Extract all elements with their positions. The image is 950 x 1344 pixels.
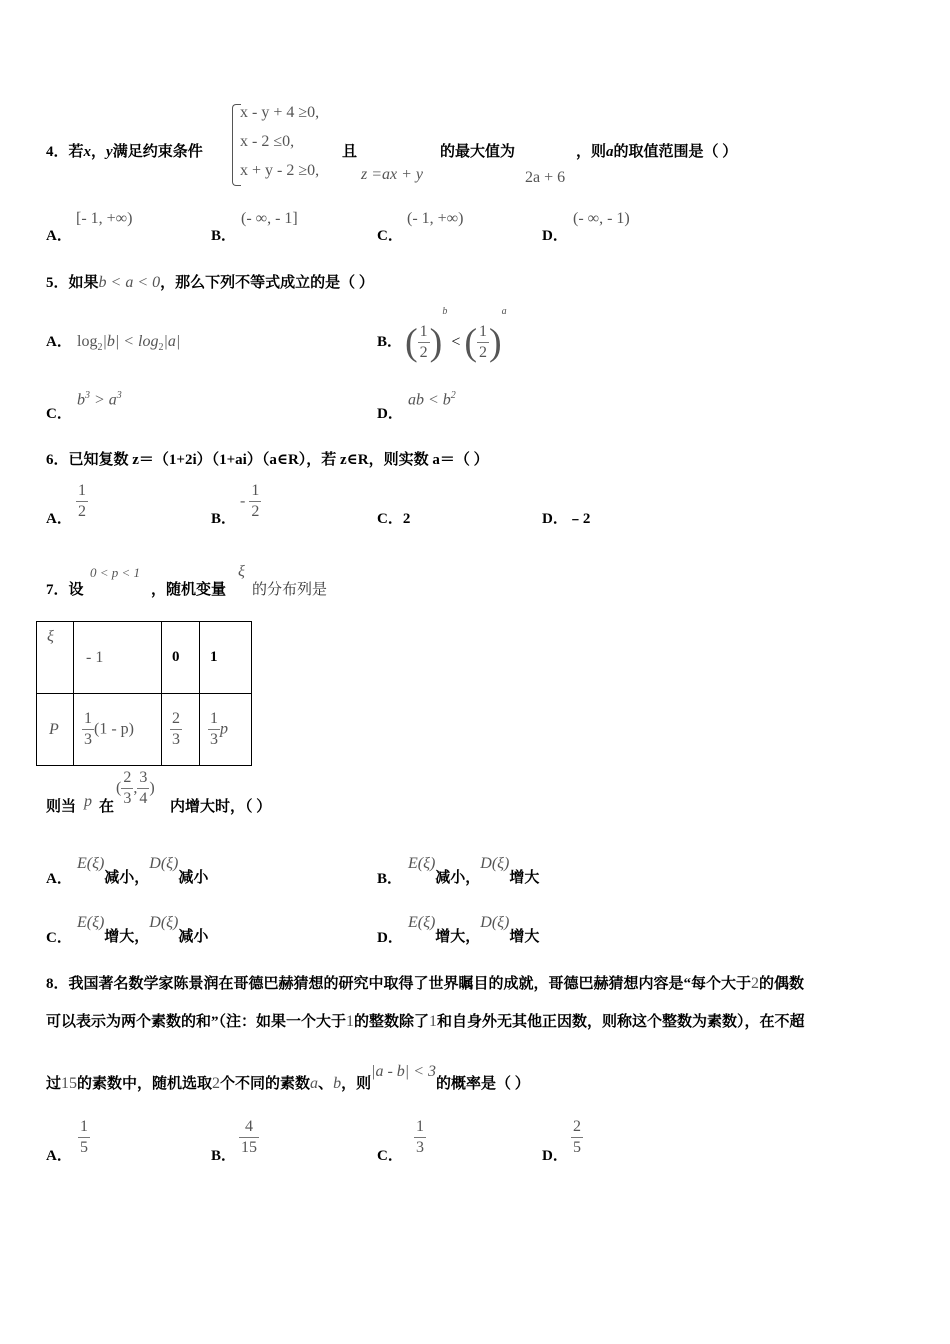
q5-option-a-text[interactable] (77, 333, 180, 353)
q6-d-text: ﹣2 (567, 511, 591, 527)
q6-b-n: 1 (249, 481, 261, 502)
q5-b-d1: 2 (419, 343, 428, 361)
q5-d-exp: 2 (450, 390, 456, 401)
q8-d-n: 2 (571, 1117, 583, 1138)
q7-p0: P (49, 720, 59, 738)
q6-b-sign: - (240, 492, 250, 510)
q6-option-a-frac[interactable] (76, 481, 88, 522)
q7-condition: 0 < p < 1 (90, 565, 141, 580)
q7-option-d-label[interactable]: D． (377, 930, 403, 946)
q5-b-frac2 (477, 322, 489, 363)
q7-mid: ，随机变量 (151, 582, 227, 598)
q6-a-n: 1 (76, 481, 88, 502)
q4-lead: 4．若 (46, 144, 84, 160)
q4-option-b-text[interactable]: (- ∞, - 1] (241, 210, 298, 227)
q8-l2c: 和自身外无其他正因数，则称这个整数为素数），在不超 (437, 1014, 805, 1030)
q4-option-c-text[interactable]: (- 1, +∞) (407, 210, 464, 227)
q5-d-main: ab < b (408, 391, 451, 409)
q7-h2: 0 (172, 649, 180, 665)
q7-p2-frac (170, 709, 182, 750)
q4-option-a-text[interactable]: [- 1, +∞) (76, 210, 133, 227)
q7-inc: 内增大时，（ ） (170, 799, 272, 815)
q5-option-a-label[interactable]: A． (46, 334, 72, 350)
q7-int-n1: 2 (121, 768, 133, 789)
q8-l3n2: 2 (212, 1075, 221, 1092)
q8-option-c-label[interactable]: C． (377, 1148, 403, 1164)
q7-h1: - 1 (86, 648, 104, 666)
q7-b-e-t: 减小， (435, 870, 481, 886)
q7-cell-p3 (200, 694, 252, 766)
q4-stem-lead (46, 140, 203, 161)
q7-cell-h1 (74, 622, 162, 694)
q8-var-b: b (333, 1075, 342, 1092)
q8-option-b-label[interactable]: B． (211, 1148, 237, 1164)
q5-c-exp1: 3 (85, 390, 90, 401)
q4-var-a: a (606, 144, 614, 160)
q5-b-lparen2: ( (464, 321, 477, 364)
q4-constraint-3: x + y - 2 ≥0, (240, 162, 320, 179)
q4-constraint-2: x - 2 ≤0, (240, 133, 295, 150)
q7-tail: 的分布列是 (252, 582, 328, 598)
q7-cell-h0 (37, 622, 74, 694)
q5-b-rparen2: ) (489, 321, 502, 364)
q5-condition: b < a < 0 (98, 274, 161, 291)
q8-d-frac (571, 1117, 583, 1158)
q6-b-frac (249, 481, 261, 522)
q7-xi: ξ (238, 563, 245, 580)
q7-option-d[interactable] (408, 911, 540, 945)
q7-a-d-t: 减小 (178, 870, 209, 886)
q6-option-b-label[interactable]: B． (211, 511, 237, 527)
q7-p1-d: 3 (84, 731, 92, 748)
q5-b-d2: 2 (479, 343, 487, 361)
table-row (37, 622, 252, 694)
q8-a-n: 1 (78, 1117, 90, 1138)
q4-constraint-1: x - y + 4 ≥0, (240, 104, 320, 121)
q8-option-c-frac[interactable] (414, 1117, 426, 1158)
q8-l3e: 的概率是（ ） (436, 1076, 530, 1092)
q7-c-d-t: 减小 (178, 929, 209, 945)
q7-p1-n: 1 (82, 709, 94, 730)
q8-d-d: 5 (573, 1139, 581, 1156)
q8-c-n: 1 (414, 1117, 426, 1138)
q4-tail-b: 的取值范围是（ ） (613, 144, 738, 160)
q5-lead: 5．如果 (46, 275, 99, 291)
q8-option-d-frac[interactable] (571, 1117, 583, 1158)
q7-c-d: D(ξ) (149, 914, 179, 931)
q7-int-d1: 3 (123, 790, 132, 807)
q4-var-x: x (83, 144, 92, 160)
q8-l1a: 8．我国著名数学家陈景润在哥德巴赫猜想的研究中取得了世界瞩目的成就，哥德巴赫猜想内容是“每个大于 (46, 976, 752, 992)
q5-c-exp2: 3 (116, 390, 122, 401)
q5-option-c-label[interactable]: C． (46, 406, 72, 422)
q8-var-a: a (310, 1075, 319, 1092)
q5-b-exp-b: b (442, 306, 448, 317)
q7-b-d-t: 增大 (509, 870, 540, 886)
q7-c-e: E(ξ) (77, 914, 105, 931)
q6-option-a-label[interactable]: A． (46, 511, 72, 527)
q6-stem: 6．已知复数 z＝（1+2i）（1+ai）（a∈R），若 z∈R，则实数 a＝（ ） (46, 452, 489, 468)
q5-option-b-label[interactable]: B． (377, 334, 403, 350)
q7-d-e: E(ξ) (408, 914, 436, 931)
q8-option-a-frac[interactable] (78, 1117, 90, 1158)
q8-abs: |a - b| < 3 (371, 1063, 436, 1080)
q7-p3-d: 3 (210, 731, 218, 748)
q8-l3a: 过 (46, 1076, 62, 1092)
q4-mid: 满足约束条件 (112, 144, 203, 160)
table-row (37, 694, 252, 766)
q7-option-b[interactable] (408, 852, 540, 886)
q4-tail-a: ，则 (576, 144, 607, 160)
q8-b-frac (239, 1117, 259, 1158)
q7-option-c-label[interactable]: C． (46, 930, 72, 946)
q8-l2n: 1 (346, 1013, 355, 1030)
q7-cell-h3 (200, 622, 252, 694)
q7-int-frac2 (137, 768, 149, 809)
q7-interval (116, 768, 155, 809)
q7-cell-p1 (74, 694, 162, 766)
q7-p2-n: 2 (170, 709, 182, 730)
q7-int-comma: , (133, 779, 138, 797)
q7-p2-d: 3 (172, 731, 180, 748)
q8-option-b-frac[interactable] (239, 1117, 259, 1158)
q7-d-e-t: 增大， (435, 929, 481, 945)
q7-p1-r: (1 - p) (94, 720, 134, 738)
q8-option-a-label[interactable]: A． (46, 1148, 72, 1164)
q6-a-frac (76, 481, 88, 522)
q5-tail: ，那么下列不等式成立的是（ ） (160, 275, 374, 291)
q5-option-d-label[interactable]: D． (377, 406, 403, 422)
q5-b-exp-a: a (501, 306, 507, 317)
q4-option-c-label[interactable]: C． (377, 228, 403, 244)
q7-a-e: E(ξ) (77, 855, 105, 872)
q5-c-gt: > a (90, 391, 117, 409)
q7-b-d: D(ξ) (480, 855, 510, 872)
q8-line-2 (46, 1010, 805, 1031)
q7-c-e-t: 增大， (104, 929, 150, 945)
q5-stem (46, 271, 374, 292)
q7-h3: 1 (210, 649, 218, 665)
q4-option-d-text[interactable]: (- ∞, - 1) (573, 210, 630, 227)
q7-when: 则当 (46, 799, 77, 815)
q7-int-d2: 4 (139, 790, 148, 807)
q4-max-value: 2a + 6 (525, 169, 566, 186)
q5-b-lparen1: ( (405, 321, 418, 364)
q7-option-c[interactable] (77, 911, 209, 945)
q7-cell-h2 (162, 622, 200, 694)
q7-lead: 7．设 (46, 582, 84, 598)
q8-l2b: 的整数除了 (354, 1014, 430, 1030)
q5-b-n2: 1 (477, 322, 489, 343)
q8-l1b: 的偶数 (759, 976, 805, 992)
q8-sep: 、 (318, 1076, 334, 1092)
q4-option-d-label[interactable]: D． (542, 228, 568, 244)
q7-cell-p2 (162, 694, 200, 766)
q6-option-d[interactable] (542, 507, 590, 528)
q8-option-d-label[interactable]: D． (542, 1148, 568, 1164)
q8-l3d: ，则 (341, 1076, 372, 1092)
q4-var-y: y (106, 144, 113, 160)
q6-c-text: 2 (402, 511, 411, 527)
q7-d-d: D(ξ) (480, 914, 510, 931)
q6-d-label: D． (542, 511, 568, 527)
q5-option-b-text[interactable] (405, 306, 507, 364)
q5-b-lt: < (451, 333, 461, 351)
q5-a-end: |a| (163, 333, 181, 350)
q5-c-b: b (77, 391, 85, 409)
q7-distribution-table (36, 621, 252, 766)
q7-p1-frac (82, 709, 94, 750)
q4-option-a-label[interactable]: A． (46, 228, 72, 244)
q8-b-d: 15 (241, 1139, 257, 1156)
q8-c-d: 3 (416, 1139, 424, 1156)
q7-int-lparen: ( (116, 779, 122, 797)
q4-tail (576, 140, 737, 161)
q4-option-b-label[interactable]: B． (211, 228, 237, 244)
q8-l2n2: 1 (429, 1013, 438, 1030)
q8-l3c: 个不同的素数 (220, 1076, 311, 1092)
q8-l3b: 的素数中，随机选取 (77, 1076, 213, 1092)
q7-in: 在 (99, 799, 115, 815)
q6-option-b-frac[interactable] (240, 481, 261, 522)
q8-l2a: 可以表示为两个素数的和”（注：如果一个大于 (46, 1014, 347, 1030)
q7-p3-r: p (220, 720, 228, 738)
q8-line-1 (46, 972, 804, 993)
q8-line-3 (46, 1063, 530, 1093)
q5-b-rparen1: ) (429, 321, 443, 364)
q4-and: 且 (342, 144, 358, 160)
q6-b-d: 2 (251, 503, 260, 520)
q7-option-a[interactable] (77, 852, 209, 886)
q5-a-sub2: 2 (158, 342, 164, 354)
q8-l3n: 15 (61, 1075, 78, 1092)
q7-p3-frac (208, 709, 220, 750)
q5-b-frac1 (418, 322, 430, 363)
q4-comma: ， (91, 144, 107, 160)
q5-b-n1: 1 (418, 322, 430, 343)
q6-option-c[interactable] (377, 507, 410, 528)
q4-objective: z =ax + y (361, 166, 424, 183)
q7-cell-p0 (37, 694, 74, 766)
q5-option-d-text[interactable] (408, 390, 456, 409)
q5-a-log1: log (77, 333, 98, 350)
q5-a-mid: |b| < log (102, 333, 159, 350)
q7-int-rparen: ) (149, 779, 155, 797)
q5-option-c-text[interactable] (77, 390, 122, 409)
q7-a-e-t: 减小， (104, 870, 150, 886)
q7-int-frac1 (121, 768, 133, 809)
q8-l1n: 2 (751, 975, 760, 992)
q7-option-a-label[interactable]: A． (46, 871, 72, 887)
q8-a-frac (78, 1117, 90, 1158)
q6-a-d: 2 (78, 503, 86, 520)
q7-p: p (84, 793, 92, 810)
q7-d-d-t: 增大 (509, 929, 540, 945)
q4-max-text: 的最大值为 (440, 144, 516, 160)
q8-c-frac (414, 1117, 426, 1158)
q7-option-b-label[interactable]: B． (377, 871, 403, 887)
q7-p3-n: 1 (208, 709, 220, 730)
q8-b-n: 4 (239, 1117, 259, 1138)
q7-int-n2: 3 (137, 768, 149, 789)
q5-a-sub1: 2 (97, 342, 103, 354)
q7-b-e: E(ξ) (408, 855, 436, 872)
q7-a-d: D(ξ) (149, 855, 179, 872)
q8-a-d: 5 (80, 1139, 88, 1156)
q6-c-label: C． (377, 511, 403, 527)
q7-h0: ξ (47, 628, 54, 645)
